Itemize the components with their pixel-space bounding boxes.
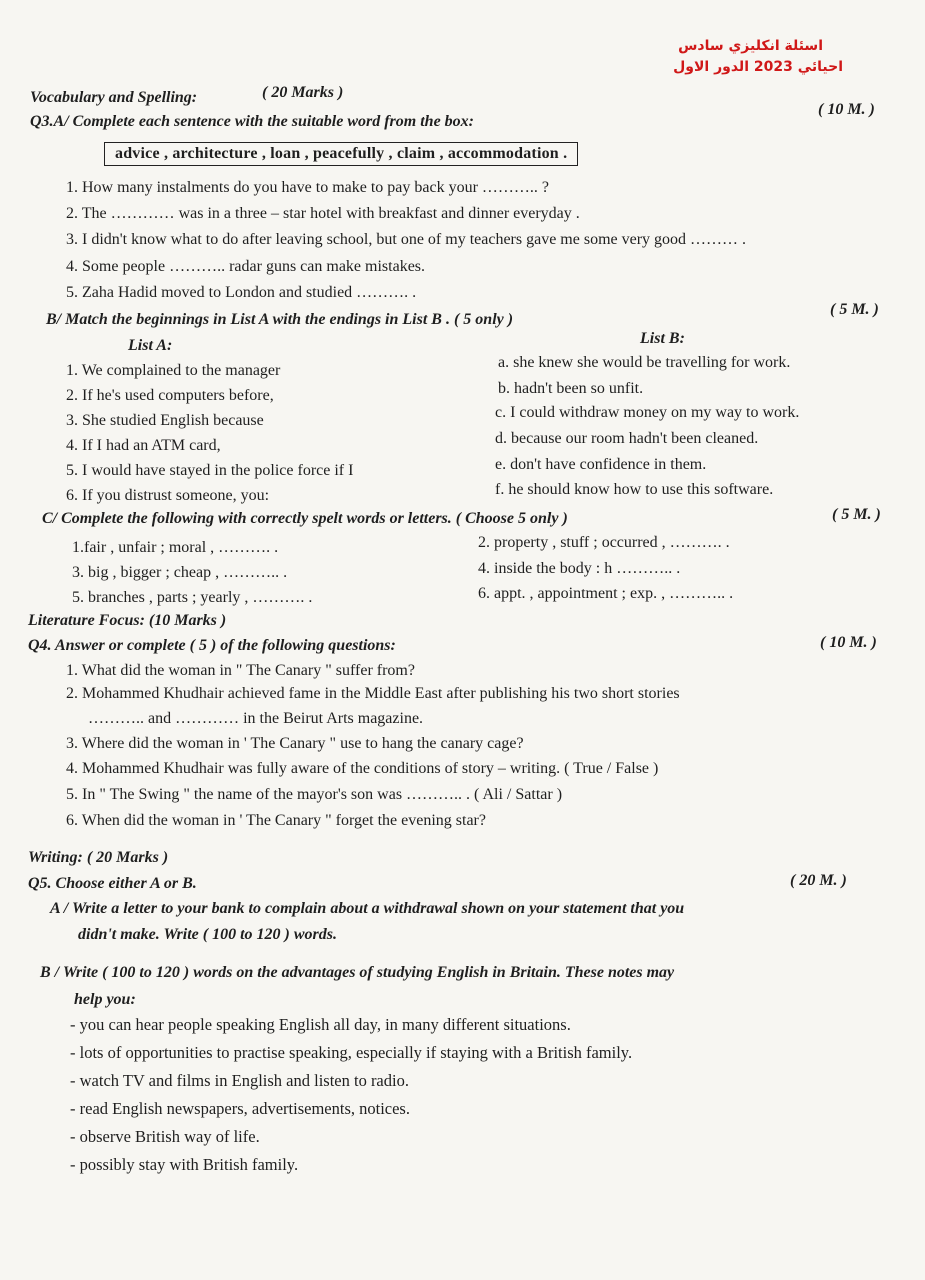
list-b-item-b: b. hadn't been so unfit.: [498, 380, 644, 397]
list-b-item-d: d. because our room hadn't been cleaned.: [495, 430, 759, 447]
q3a-item-1: 1. How many instalments do you have to make to pay back your ……….. ?: [66, 179, 550, 196]
q3c-item-5: 5. branches , parts ; yearly , ………. .: [72, 589, 313, 606]
arabic-title-line1: اسئلة انكليزي سادس: [678, 38, 823, 54]
q3c-item-1: 1.fair , unfair ; moral , ………. .: [72, 539, 279, 556]
note-4: - read English newspapers, advertisements, notices.: [70, 1099, 410, 1118]
q3c-item-2: 2. property , stuff ; occurred , ………. .: [478, 534, 730, 551]
q3a-item-5: 5. Zaha Hadid moved to London and studied ………. .: [66, 284, 417, 301]
list-a-item-5: 5. I would have stayed in the police force if I: [66, 462, 354, 479]
q4-marks: ( 10 M. ): [820, 634, 877, 651]
q4-item-2: 2. Mohammed Khudhair achieved fame in the Middle East after publishing his two short stories: [66, 685, 680, 702]
literature-heading: Literature Focus: (10 Marks ): [28, 612, 227, 629]
q3c-instruction: C/ Complete the following with correctly spelt words or letters. ( Choose 5 only ): [42, 510, 568, 527]
note-6: - possibly stay with British family.: [70, 1155, 299, 1174]
q3a-instruction: Q3.A/ Complete each sentence with the suitable word from the box:: [30, 113, 474, 130]
list-a-item-1: 1. We complained to the manager: [66, 362, 281, 379]
list-a-item-6: 6. If you distrust someone, you:: [66, 487, 270, 504]
q3b-instruction: B/ Match the beginnings in List A with the endings in List B . ( 5 only ): [46, 311, 514, 328]
list-b-item-c: c. I could withdraw money on my way to work.: [495, 404, 800, 421]
arabic-title-line2: احيائي 2023 الدور الاول: [673, 59, 843, 75]
list-a-item-4: 4. If I had an ATM card,: [66, 437, 221, 454]
q5-b-line1: B / Write ( 100 to 120 ) words on the advantages of studying English in Britain. These notes may: [40, 964, 675, 981]
q4-item-6: 6. When did the woman in ' The Canary " forget the evening star?: [66, 812, 486, 829]
q5-b-line2: help you:: [74, 991, 136, 1008]
q5-instruction: Q5. Choose either A or B.: [28, 875, 197, 892]
q3c-item-4: 4. inside the body : h ……….. .: [478, 560, 681, 577]
vocab-marks: ( 20 Marks ): [262, 84, 344, 101]
q4-item-5: 5. In " The Swing " the name of the mayor's son was ……….. . ( Ali / Sattar ): [66, 786, 563, 803]
word-box: advice , architecture , loan , peacefully , claim , accommodation .: [104, 142, 578, 166]
list-a-item-3: 3. She studied English because: [66, 412, 264, 429]
q4-item-2-cont: ……….. and ………… in the Beirut Arts magazine.: [88, 710, 424, 727]
q5-a-line1: A / Write a letter to your bank to complain about a withdrawal shown on your statement that you: [50, 900, 685, 917]
q3c-marks: ( 5 M. ): [832, 506, 881, 523]
q4-instruction: Q4. Answer or complete ( 5 ) of the following questions:: [28, 637, 396, 654]
q3c-item-3: 3. big , bigger ; cheap , ……….. .: [72, 564, 288, 581]
note-5: - observe British way of life.: [70, 1127, 260, 1146]
list-a-title: List A:: [128, 337, 173, 354]
q4-item-3: 3. Where did the woman in ' The Canary " use to hang the canary cage?: [66, 735, 524, 752]
list-b-item-e: e. don't have confidence in them.: [495, 456, 707, 473]
writing-heading: Writing: ( 20 Marks ): [28, 849, 169, 866]
list-a-item-2: 2. If he's used computers before,: [66, 387, 274, 404]
q3b-marks: ( 5 M. ): [830, 301, 879, 318]
q4-item-4: 4. Mohammed Khudhair was fully aware of the conditions of story – writing. ( True / False ): [66, 760, 659, 777]
q3c-item-6: 6. appt. , appointment ; exp. , ……….. .: [478, 585, 734, 602]
q3a-item-4: 4. Some people ……….. radar guns can make mistakes.: [66, 258, 426, 275]
q3a-item-2: 2. The ………… was in a three – star hotel with breakfast and dinner everyday .: [66, 205, 580, 222]
q4-item-1: 1. What did the woman in " The Canary " suffer from?: [66, 662, 415, 679]
list-b-item-a: a. she knew she would be travelling for work.: [498, 354, 791, 371]
list-b-item-f: f. he should know how to use this software.: [495, 481, 774, 498]
vocab-heading: Vocabulary and Spelling:: [30, 89, 198, 106]
q5-marks: ( 20 M. ): [790, 872, 847, 889]
q3a-item-3: 3. I didn't know what to do after leaving school, but one of my teachers gave me some very good ……… .: [66, 231, 747, 248]
q5-a-line2: didn't make. Write ( 100 to 120 ) words.: [78, 926, 337, 943]
q3a-marks: ( 10 M. ): [818, 101, 875, 118]
note-3: - watch TV and films in English and listen to radio.: [70, 1071, 409, 1090]
list-b-title: List B:: [640, 330, 685, 347]
note-2: - lots of opportunities to practise speaking, especially if staying with a British family.: [70, 1043, 633, 1062]
note-1: - you can hear people speaking English all day, in many different situations.: [70, 1015, 571, 1034]
